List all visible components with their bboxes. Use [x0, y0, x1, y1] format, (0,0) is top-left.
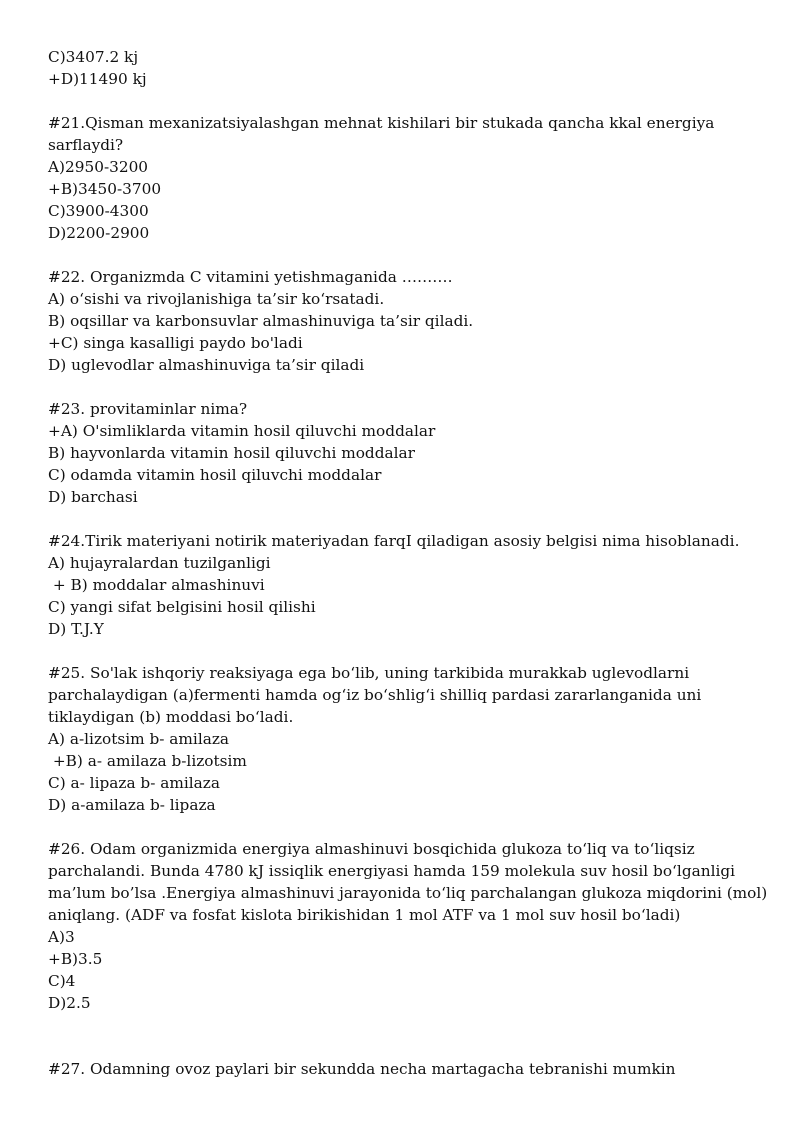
option-q21-a: A)2950-3200: [48, 158, 149, 176]
option-q24-d: D) T.J.Y: [48, 620, 104, 638]
option-q21-d: D)2200-2900: [48, 224, 150, 242]
option-q23-b: B) hayvonlarda vitamin hosil qiluvchi moddalar: [48, 444, 415, 462]
option-q24-a: A) hujayralardan tuzilganligi: [48, 554, 271, 572]
option-q22-a: A) o‘sishi va rivojlanishiga ta’sir ko‘rsatadi.: [48, 290, 385, 308]
option-q24-c: C) yangi sifat belgisini hosil qilishi: [48, 598, 316, 616]
question-24: #24.Tirik materiyani notirik materiyadan farqI qiladigan asosiy belgisi nima hisoblanadi.: [48, 532, 740, 550]
question-22: #22. Organizmda C vitamini yetishmaganida ……….: [48, 268, 453, 286]
option-q20-d: +D)11490 kj: [48, 70, 147, 88]
option-q21-b: +B)3450-3700: [48, 180, 162, 198]
option-q22-b: B) oqsillar va karbonsuvlar almashinuviga ta’sir qiladi.: [48, 312, 474, 330]
option-q26-b: +B)3.5: [48, 950, 103, 968]
question-26: #26. Odam organizmida energiya almashinuvi bosqichida glukoza to‘liq va to‘liqsiz parchalandi. Bunda 4780 kJ issiqlik energiyasi hamda 159 molekula suv hosil bo‘lganligi ma’lum bo’lsa .Energiya almashinuvi jarayonida to‘liq parchalangan glukoza miqdorini (mol) aniqlang. (ADF va fosfat kislota birikishidan 1 mol ATF va 1 mol suv hosil bo‘ladi): [48, 840, 768, 924]
option-q25-b: +B) a- amilaza b-lizotsim: [48, 752, 247, 770]
question-25: #25. So'lak ishqoriy reaksiyaga ega bo‘lib, uning tarkibida murakkab uglevodlarni parchalaydigan (a)fermenti hamda og‘iz bo‘shlig‘i shilliq pardasi zararlanganida uni tiklaydigan (b) moddasi bo‘ladi.: [48, 664, 702, 726]
option-q22-d: D) uglevodlar almashinuviga ta’sir qiladi: [48, 356, 365, 374]
option-q24-b: + B) moddalar almashinuvi: [48, 576, 265, 594]
option-q26-c: C)4: [48, 972, 76, 990]
option-q23-a: +A) O'simliklarda vitamin hosil qiluvchi moddalar: [48, 422, 436, 440]
option-q25-d: D) a-amilaza b- lipaza: [48, 796, 216, 814]
option-q22-c: +C) singa kasalligi paydo bo'ladi: [48, 334, 303, 352]
document-page: [48, 46, 768, 1080]
option-q21-c: C)3900-4300: [48, 202, 149, 220]
question-21: #21.Qisman mexanizatsiyalashgan mehnat kishilari bir stukada qancha kkal energiya sarflaydi?: [48, 114, 715, 154]
option-q23-c: C) odamda vitamin hosil qiluvchi moddalar: [48, 466, 382, 484]
question-27: #27. Odamning ovoz paylari bir sekundda necha martagacha tebranishi mumkin: [48, 1060, 676, 1078]
option-q25-c: C) a- lipaza b- amilaza: [48, 774, 220, 792]
option-q23-d: D) barchasi: [48, 488, 138, 506]
question-23: #23. provitaminlar nima?: [48, 400, 248, 418]
option-q26-a: A)3: [48, 928, 75, 946]
option-q26-d: D)2.5: [48, 994, 91, 1012]
option-q25-a: A) a-lizotsim b- amilaza: [48, 730, 230, 748]
option-q20-c: C)3407.2 kj: [48, 48, 139, 66]
